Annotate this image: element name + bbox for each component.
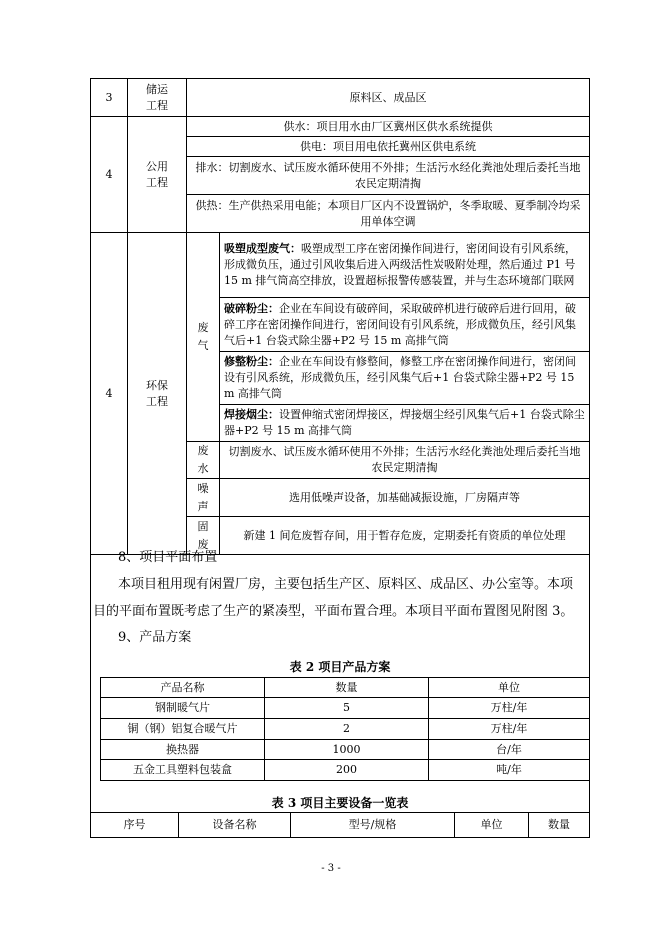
section-8-paragraph-line-1: 本项目租用现有闲置厂房，主要包括生产区、原料区、成品区、办公室等。本项 bbox=[118, 577, 574, 592]
storage-text: 原料区、成品区 bbox=[187, 79, 590, 117]
cell: 铜（钢）铝复合暖气片 bbox=[101, 719, 265, 740]
drainage: 排水：切割废水、试压废水循环使用不外排；生活污水经化粪池处理后委托当地农民定期清掏 bbox=[187, 157, 590, 195]
cell: 万柱/年 bbox=[429, 719, 590, 740]
row-category: 储运 工程 bbox=[128, 79, 187, 117]
header-model: 型号/规格 bbox=[291, 813, 455, 838]
waste-water-label: 废 水 bbox=[187, 442, 220, 479]
engineering-table bbox=[90, 78, 590, 555]
table-2-caption: 表 2 项目产品方案 bbox=[289, 660, 391, 674]
heating: 供热：生产供热采用电能；本项目厂区内不设置锅炉，冬季取暖、夏季制冷均采用单体空调 bbox=[187, 195, 590, 233]
header-unit: 单位 bbox=[429, 678, 590, 698]
row-category: 公用 工程 bbox=[128, 117, 187, 233]
cell: 吨/年 bbox=[429, 760, 590, 781]
product-table bbox=[100, 677, 590, 781]
solid-waste-label: 固 废 bbox=[187, 517, 220, 555]
table-row bbox=[91, 117, 590, 137]
table-row bbox=[101, 698, 590, 719]
row-no: 4 bbox=[91, 233, 128, 555]
equipment-table bbox=[90, 812, 590, 838]
gas-item-3: 修整粉尘：企业在车间设有修整间，修整工序在密闭操作间进行，密闭间设有引风系统，形成微负压，经引风集气后+1 台袋式除尘器+P2 号 15 m 高排气筒 bbox=[220, 352, 590, 405]
cell: 五金工具塑料包装盒 bbox=[101, 760, 265, 781]
cell: 台/年 bbox=[429, 740, 590, 760]
section-9-title: 9、产品方案 bbox=[118, 630, 192, 645]
water-supply: 供水：项目用水由厂区冀州区供水系统提供 bbox=[187, 117, 590, 137]
cell: 万柱/年 bbox=[429, 698, 590, 719]
row-category: 环保 工程 bbox=[128, 233, 187, 555]
section-8-paragraph-line-2: 目的平面布置既考虑了生产的紧凑型，平面布置合理。本项目平面布置图见附图 3。 bbox=[93, 604, 574, 619]
header-quantity: 数量 bbox=[265, 678, 429, 698]
table-row bbox=[101, 760, 590, 781]
header-product: 产品名称 bbox=[101, 678, 265, 698]
cell: 1000 bbox=[265, 740, 429, 760]
section-8-title: 8、项目平面布置 bbox=[118, 550, 218, 565]
table-row bbox=[91, 79, 590, 117]
page-number: - 3 - bbox=[321, 863, 341, 874]
cell: 200 bbox=[265, 760, 429, 781]
row-no: 3 bbox=[91, 79, 128, 117]
header-qty: 数量 bbox=[529, 813, 590, 838]
waste-water-text: 切割废水、试压废水循环使用不外排；生活污水经化粪池处理后委托当地农民定期清掏 bbox=[220, 442, 590, 479]
gas-item-2: 破碎粉尘：企业在车间设有破碎间，采取破碎机进行破碎后进行回用，破碎工序在密闭操作间进行，密闭间设有引风系统，形成微负压，经引风集气后+1 台袋式除尘器+P2 号 15 m 高排气筒 bbox=[220, 298, 590, 352]
gas-item-4: 焊接烟尘：设置伸缩式密闭焊接区，焊接烟尘经引风集气后+1 台袋式除尘器+P2 号 15 m 高排气筒 bbox=[220, 405, 590, 442]
cell: 2 bbox=[265, 719, 429, 740]
power-supply: 供电：项目用电依托冀州区供电系统 bbox=[187, 137, 590, 157]
cell: 5 bbox=[265, 698, 429, 719]
table-row bbox=[101, 740, 590, 760]
header-equipment: 设备名称 bbox=[179, 813, 291, 838]
row-no: 4 bbox=[91, 117, 128, 233]
cell: 钢制暖气片 bbox=[101, 698, 265, 719]
header-no: 序号 bbox=[91, 813, 179, 838]
noise-label: 噪 声 bbox=[187, 479, 220, 517]
waste-gas-label: 废 气 bbox=[187, 233, 220, 442]
noise-text: 选用低噪声设备，加基础减振设施，厂房隔声等 bbox=[220, 479, 590, 517]
table-row bbox=[101, 719, 590, 740]
header-unit: 单位 bbox=[455, 813, 529, 838]
cell: 换热器 bbox=[101, 740, 265, 760]
gas-item-1: 吸塑成型废气：吸塑成型工序在密闭操作间进行，密闭间设有引风系统，形成微负压，通过引风收集后进入两级活性炭吸附处理，然后通过 P1 号 15 m 排气筒高空排放，设置超标报警传感装置，并与生态环境部门联网 bbox=[220, 233, 590, 298]
table-3-caption: 表 3 项目主要设备一览表 bbox=[271, 796, 409, 810]
solid-waste-text: 新建 1 间危废暂存间，用于暂存危废，定期委托有资质的单位处理 bbox=[220, 517, 590, 555]
